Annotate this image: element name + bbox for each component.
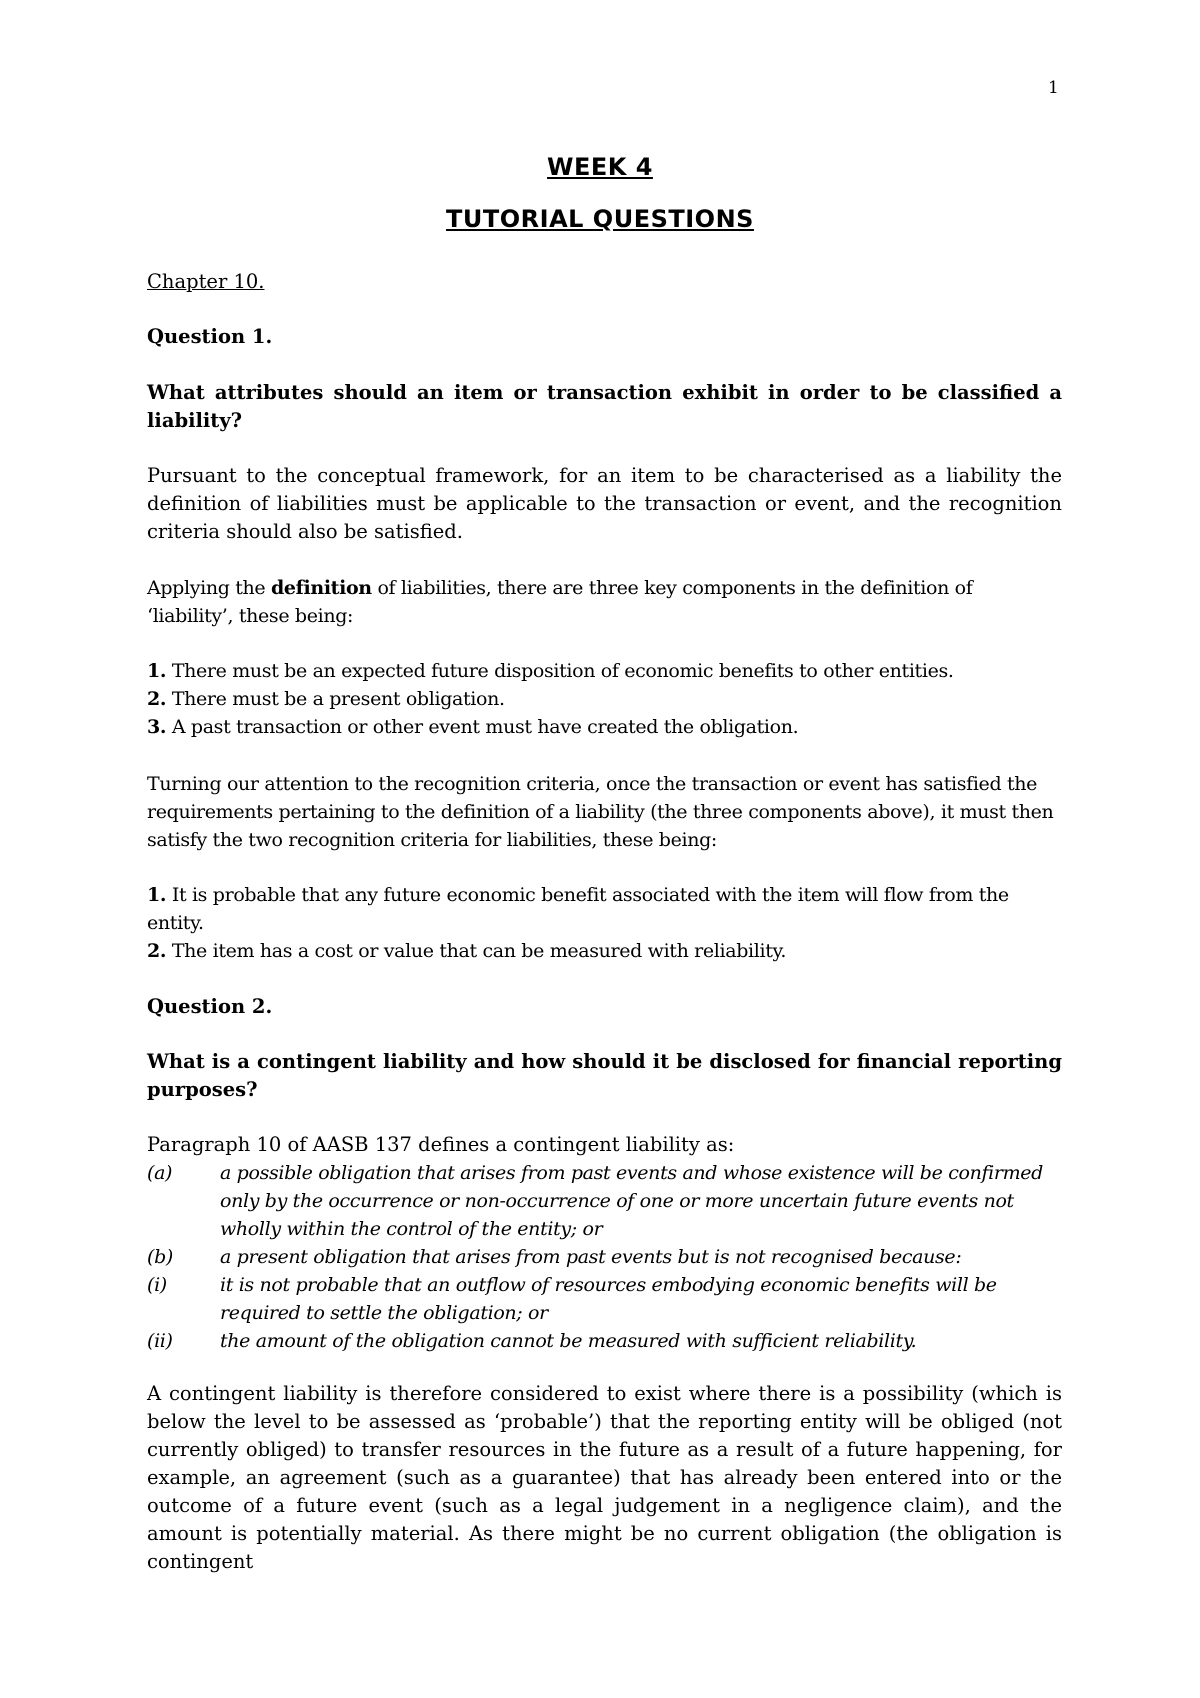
chapter-heading: Chapter 10. [147,270,265,293]
list-item: 1. It is probable that any future economic benefit associated with the item will flow from the entity. [147,884,1009,934]
recognition-criteria-list [147,881,1062,965]
title-week: WEEK 4 [547,153,653,181]
question-2-heading: Question 2. [147,995,273,1018]
question-1-paragraph-2 [147,574,1062,630]
list-item: (ii) the amount of the obligation cannot be measured with sufficient reliability. [147,1330,917,1352]
para2-bold: definition [270,577,372,599]
question-2-text: What is a contingent liability and how should it be disclosed for financial reporting purposes? [147,1050,1062,1101]
list-item: 3. A past transaction or other event must have created the obligation. [147,716,799,738]
list-item: 1. There must be an expected future disposition of economic benefits to other entities. [147,660,954,682]
list-item: 2. There must be a present obligation. [147,688,505,710]
definition-components-list [147,657,1062,741]
list-item: (i) it is not probable that an outflow of resources embodying economic benefits will be required to settle the obligation; or [147,1274,997,1324]
question-1-text: What attributes should an item or transaction exhibit in order to be classified a liability? [147,381,1062,432]
list-item: (b) a present obligation that arises from past events but is not recognised because: [147,1246,962,1268]
question-2-intro: Paragraph 10 of AASB 137 defines a contingent liability as: [147,1133,735,1156]
question-1-paragraph-1: Pursuant to the conceptual framework, for an item to be characterised as a liability the definition of liabilities must be applicable to the transaction or event, and the recognition criteria should also be satisfied. [147,464,1062,543]
question-1-paragraph-3: Turning our attention to the recognition criteria, once the transaction or event has satisfied the requirements pertaining to the definition of a liability (the three components above), it must then satisfy the two recognition criteria for liabilities, these being: [147,773,1054,851]
para2-post: of liabilities, there are three key components in the definition of ‘liability’, these being: [147,577,973,627]
page-number: 1 [1048,78,1059,98]
question-2-paragraph-1: A contingent liability is therefore considered to exist where there is a possibility (which is below the level to be assessed as ‘probable’) that the reporting entity will be obliged (not currently obliged) to transfer resources in the future as a result of a future happening, for example, an agreement (such as a guarantee) that has already been entered into or the outcome of a future event (such as a legal judgement in a negligence claim), and the amount is potentially material. As there might be no current obligation (the obligation is contingent [147,1382,1062,1573]
para2-pre: Applying the [147,577,271,599]
list-item: 2. The item has a cost or value that can be measured with reliability. [147,940,787,962]
title-tutorial-questions: TUTORIAL QUESTIONS [446,205,754,233]
contingent-liability-definition-list [147,1159,1062,1355]
list-item: (a) a possible obligation that arises from past events and whose existence will be confirmed only by the occurrence or non-occurrence of one or more uncertain future events not wholly within the control of the entity; or [147,1162,1043,1240]
question-1-heading: Question 1. [147,325,273,348]
